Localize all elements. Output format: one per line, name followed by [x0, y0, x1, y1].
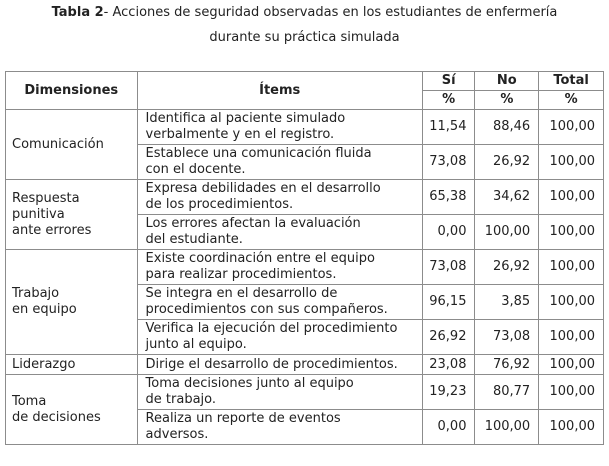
security-actions-table — [5, 71, 604, 445]
total-cell: 100,00 — [539, 250, 604, 285]
no-cell: 100,00 — [475, 215, 539, 250]
caption-title: - Acciones de seguridad observadas en los estudiantes de enfermería — [103, 5, 558, 20]
si-cell: 65,38 — [422, 180, 475, 215]
header-no-unit: % — [475, 91, 539, 110]
item-cell: Realiza un reporte de eventos adversos. — [137, 410, 422, 445]
item-cell: Identifica al paciente simulado verbalmente y en el registro. — [137, 110, 422, 145]
dimension-liderazgo: Liderazgo — [6, 355, 138, 375]
no-cell: 26,92 — [475, 250, 539, 285]
item-cell: Existe coordinación entre el equipo para realizar procedimientos. — [137, 250, 422, 285]
si-cell: 19,23 — [422, 375, 475, 410]
total-cell: 100,00 — [539, 375, 604, 410]
header-total: Total — [539, 72, 604, 91]
si-cell: 26,92 — [422, 320, 475, 355]
header-si-unit: % — [422, 91, 475, 110]
total-cell: 100,00 — [539, 285, 604, 320]
caption-line-2: durante su práctica simulada — [209, 30, 400, 45]
total-cell: 100,00 — [539, 355, 604, 375]
no-cell: 100,00 — [475, 410, 539, 445]
item-cell: Se integra en el desarrollo de procedimientos con sus compañeros. — [137, 285, 422, 320]
no-cell: 76,92 — [475, 355, 539, 375]
si-cell: 23,08 — [422, 355, 475, 375]
no-cell: 73,08 — [475, 320, 539, 355]
header-items: Ítems — [137, 72, 422, 110]
header-si: Sí — [422, 72, 475, 91]
header-total-unit: % — [539, 91, 604, 110]
no-cell: 80,77 — [475, 375, 539, 410]
no-cell: 34,62 — [475, 180, 539, 215]
si-cell: 73,08 — [422, 145, 475, 180]
no-cell: 26,92 — [475, 145, 539, 180]
total-cell: 100,00 — [539, 320, 604, 355]
si-cell: 11,54 — [422, 110, 475, 145]
table-row — [6, 180, 604, 215]
si-cell: 0,00 — [422, 410, 475, 445]
table-row — [6, 110, 604, 145]
si-cell: 73,08 — [422, 250, 475, 285]
dimension-toma-de-decisiones: Toma de decisiones — [6, 375, 138, 445]
no-cell: 3,85 — [475, 285, 539, 320]
caption-line-1 — [0, 0, 609, 25]
table-row — [6, 250, 604, 285]
item-cell: Verifica la ejecución del procedimiento junto al equipo. — [137, 320, 422, 355]
item-cell: Toma decisiones junto al equipo de trabajo. — [137, 375, 422, 410]
header-dimensiones: Dimensiones — [6, 72, 138, 110]
item-cell: Establece una comunicación fluida con el docente. — [137, 145, 422, 180]
item-cell: Expresa debilidades en el desarrollo de los procedimientos. — [137, 180, 422, 215]
total-cell: 100,00 — [539, 110, 604, 145]
item-cell: Dirige el desarrollo de procedimientos. — [137, 355, 422, 375]
total-cell: 100,00 — [539, 180, 604, 215]
dimension-comunicacion: Comunicación — [6, 110, 138, 180]
item-cell: Los errores afectan la evaluación del estudiante. — [137, 215, 422, 250]
no-cell: 88,46 — [475, 110, 539, 145]
total-cell: 100,00 — [539, 145, 604, 180]
total-cell: 100,00 — [539, 410, 604, 445]
caption-label: Tabla 2 — [51, 5, 104, 20]
table-row — [6, 355, 604, 375]
total-cell: 100,00 — [539, 215, 604, 250]
si-cell: 0,00 — [422, 215, 475, 250]
header-no: No — [475, 72, 539, 91]
dimension-respuesta-punitiva: Respuesta punitiva ante errores — [6, 180, 138, 250]
table-caption — [0, 0, 609, 58]
dimension-trabajo-en-equipo: Trabajo en equipo — [6, 250, 138, 355]
table-row — [6, 375, 604, 410]
si-cell: 96,15 — [422, 285, 475, 320]
